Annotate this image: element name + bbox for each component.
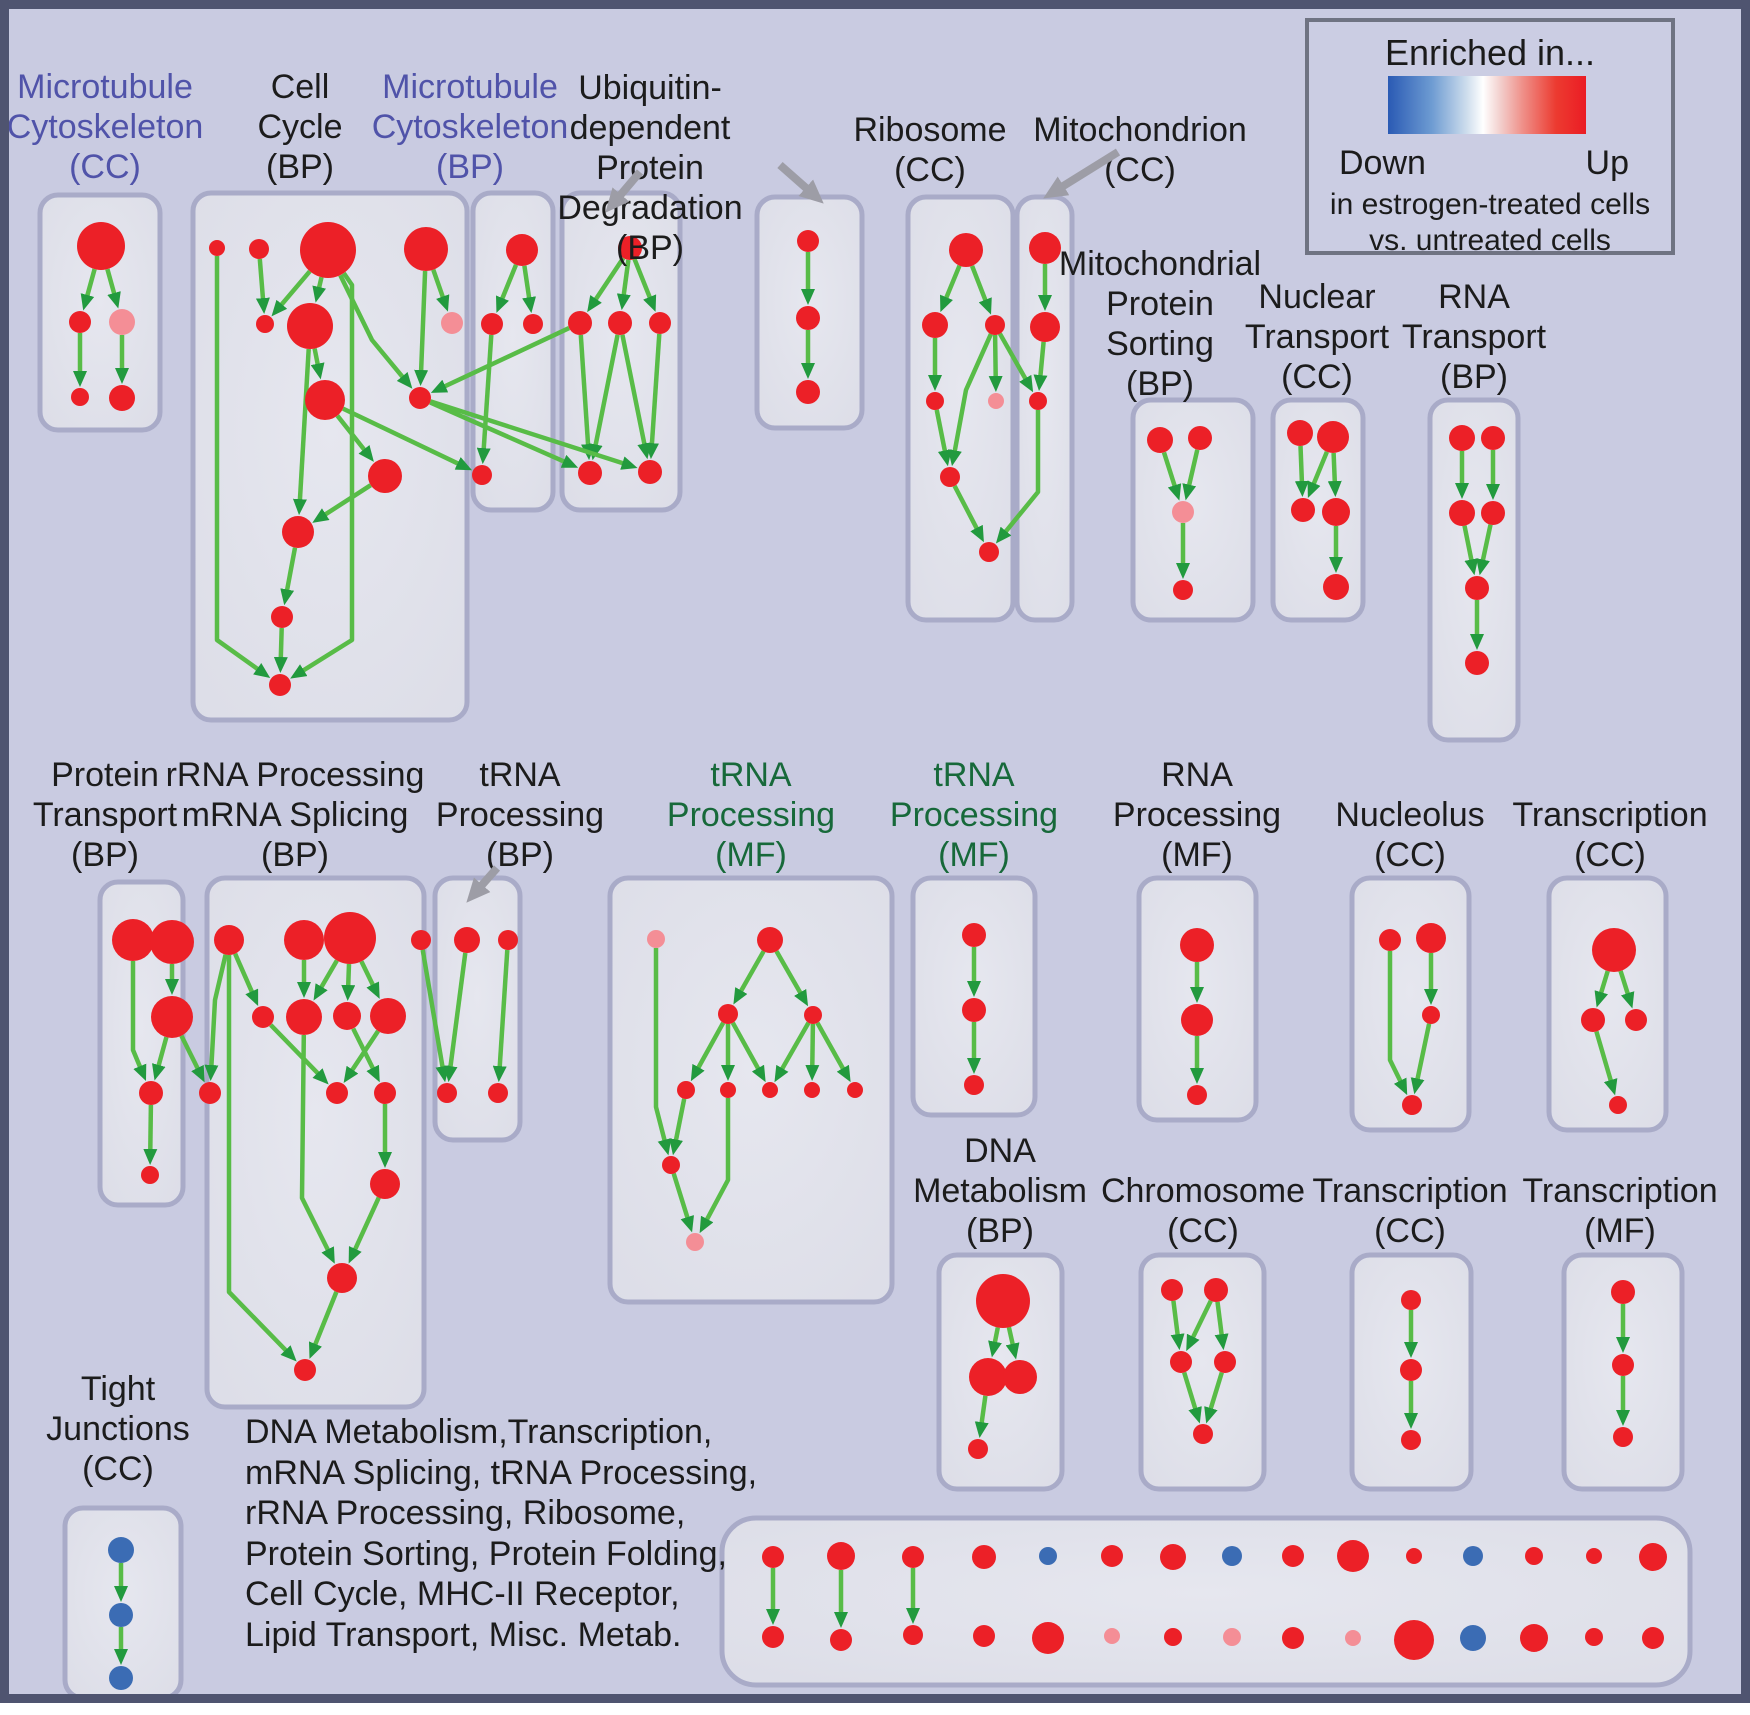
graph-node-misc-categories [1586,1548,1602,1564]
graph-node-microtubule-cytoskeleton-cc [77,222,125,270]
cluster-label-tight-junctions-cc: Junctions [46,1410,190,1448]
graph-node-transcription-cc-row2 [1625,1009,1647,1031]
cluster-box-rna-processing-mf [1139,878,1256,1120]
cluster-box-rna-transport-bp [1430,400,1518,740]
graph-node-misc-categories [830,1629,852,1651]
graph-node-microtubule-cytoskeleton-cc [71,388,89,406]
legend-up-label: Up [1585,144,1629,182]
cluster-label-microtubule-cytoskeleton-bp: Cytoskeleton [371,108,569,146]
cluster-label-dna-metabolism-bp: Metabolism [913,1172,1087,1210]
graph-node-microtubule-cytoskeleton-bp [472,465,492,485]
graph-node-misc-categories [1223,1628,1241,1646]
legend-down-label: Down [1339,144,1426,182]
legend-title: Enriched in... [1384,32,1596,73]
graph-node-misc-categories [762,1626,784,1648]
cluster-label-transcription-cc-row2: (CC) [1574,836,1646,874]
graph-node-rrna-processing-mrna-splicing-bp [214,925,244,955]
graph-edge [281,628,282,658]
graph-node-misc-categories [903,1625,923,1645]
graph-node-cell-cycle [282,516,314,548]
graph-node-cell-cycle [368,459,402,493]
cluster-label-protein-transport-bp: Transport [32,796,178,834]
cluster-label-rna-processing-mf: RNA [1161,756,1233,794]
graph-node-nucleolus-cc [1402,1095,1422,1115]
graph-node-microtubule-cytoskeleton-cc [69,311,91,333]
cluster-label-trna-processing-mf-small: tRNA [933,756,1015,794]
cluster-label-nucleolus-cc: (CC) [1374,836,1446,874]
graph-node-trna-processing-mf-large [804,1006,822,1024]
graph-node-dna-metabolism-bp [969,1358,1007,1396]
graph-edge [1040,342,1043,376]
graph-node-mitochondrial-protein-sorting-bp [1147,427,1173,453]
graph-node-nucleolus-cc [1379,929,1401,951]
cluster-label-trna-processing-mf-small: (MF) [938,836,1010,874]
graph-node-misc-categories [1337,1540,1369,1572]
cluster-label-mitochondrial-protein-sorting-bp: (BP) [1126,365,1194,403]
graph-node-trna-processing-mf-large [647,930,665,948]
graph-edge [150,1105,151,1150]
graph-node-transcription-cc-row2 [1581,1008,1605,1032]
graph-node-rna-transport-bp [1481,426,1505,450]
graph-node-misc-categories [1222,1546,1242,1566]
graph-node-rrna-processing-mrna-splicing-bp [294,1359,316,1381]
graph-node-trna-processing-bp [454,927,480,953]
graph-node-cell-cycle [209,240,225,256]
graph-node-misc-categories [1039,1547,1057,1565]
graph-node-rna-transport-bp [1465,576,1489,600]
graph-node-trna-processing-mf-small [962,923,986,947]
cluster-label-ubiquitin-dependent-protein-degradation-bp: dependent [569,109,731,147]
cluster-label-chromosome-cc: Chromosome [1100,1172,1306,1210]
graph-node-ubiquitin-degradation-box-b [797,230,819,252]
legend-box [1305,18,1675,255]
graph-node-nuclear-transport-cc [1323,574,1349,600]
note-line: DNA Metabolism,Transcription, [245,1413,713,1451]
note-line: mRNA Splicing, tRNA Processing, [245,1453,758,1492]
graph-node-ribosome-cc [985,315,1005,335]
cluster-label-trna-processing-bp: Processing [435,796,605,834]
graph-node-rrna-processing-mrna-splicing-bp [333,1002,361,1030]
graph-edge [1301,446,1302,482]
cluster-box-rrna-processing-mrna-splicing-bp [207,878,424,1407]
graph-node-ubiquitin-degradation-box-a [608,311,632,335]
cluster-label-trna-processing-bp: tRNA [479,756,561,794]
cluster-label-nuclear-transport-cc: Transport [1244,318,1390,356]
graph-node-chromosome-cc [1170,1351,1192,1373]
graph-node-trna-processing-mf-large [718,1004,738,1024]
cluster-label-microtubule-cytoskeleton-bp: (BP) [436,148,504,186]
cluster-label-dna-metabolism-bp: (BP) [966,1212,1034,1250]
graph-node-rrna-processing-mrna-splicing-bp [286,999,322,1035]
cluster-label-tight-junctions-cc: (CC) [82,1450,154,1488]
graph-edge [812,1024,813,1066]
graph-node-rrna-processing-mrna-splicing-bp [324,912,376,964]
graph-node-mitochondrial-protein-sorting-bp [1188,426,1212,450]
graph-node-misc-categories [902,1546,924,1568]
graph-node-misc-categories [1394,1620,1434,1660]
graph-node-cell-cycle [305,380,345,420]
note-line: Cell Cycle, MHC-II Receptor, [245,1575,680,1613]
graph-node-ribosome-cc [979,542,999,562]
cluster-label-mitochondrion-cc: (CC) [1104,151,1176,189]
graph-node-trna-processing-mf-large [804,1082,820,1098]
graph-node-transcription-cc-row2 [1609,1096,1627,1114]
legend-color-gradient-bar [1388,76,1586,134]
cluster-label-transcription-mf: Transcription [1522,1172,1718,1210]
graph-node-misc-categories [1032,1622,1064,1654]
graph-edge [315,349,318,365]
graph-node-misc-categories [1104,1628,1120,1644]
graph-node-cell-cycle [249,239,269,259]
graph-node-rna-transport-bp [1449,500,1475,526]
graph-node-microtubule-cytoskeleton-bp [481,313,503,335]
graph-node-rna-transport-bp [1465,651,1489,675]
cluster-label-cell-cycle: Cell [270,68,330,106]
cluster-label-trna-processing-mf-large: (MF) [715,836,787,874]
graph-node-tight-junctions-cc [109,1603,133,1627]
graph-node-mitochondrion-cc [1030,312,1060,342]
cluster-label-microtubule-cytoskeleton-bp: Microtubule [382,68,558,106]
cluster-label-transcription-cc-row3: Transcription [1312,1172,1508,1210]
graph-node-transcription-cc-row3 [1401,1290,1421,1310]
cluster-box-transcription-cc-row2 [1549,878,1666,1130]
graph-node-rrna-processing-mrna-splicing-bp [411,930,431,950]
graph-node-trna-processing-mf-small [962,998,986,1022]
cluster-label-trna-processing-mf-large: Processing [666,796,836,834]
graph-node-cell-cycle [256,315,274,333]
cluster-label-rna-transport-bp: RNA [1438,278,1510,316]
graph-node-ubiquitin-degradation-box-a [578,461,602,485]
cluster-label-transcription-cc-row3: (CC) [1374,1212,1446,1250]
graph-node-transcription-mf [1613,1427,1633,1447]
cluster-label-ubiquitin-dependent-protein-degradation-bp: Protein [596,149,704,187]
graph-node-misc-categories [1345,1630,1361,1646]
graph-node-trna-processing-bp [498,930,518,950]
graph-node-misc-categories [973,1625,995,1647]
cluster-label-rna-transport-bp: (BP) [1440,358,1508,396]
graph-node-cell-cycle [300,222,356,278]
graph-node-transcription-cc-row3 [1400,1359,1422,1381]
cluster-label-rna-transport-bp: Transport [1401,318,1547,356]
cluster-label-cell-cycle: Cycle [257,108,343,146]
graph-node-microtubule-cytoskeleton-cc [109,385,135,411]
graph-node-misc-categories [972,1545,996,1569]
cluster-label-mitochondrial-protein-sorting-bp: Protein [1106,285,1214,323]
graph-node-trna-processing-bp [488,1083,508,1103]
cluster-label-transcription-cc-row2: Transcription [1512,796,1708,834]
graph-node-misc-categories [1460,1625,1486,1651]
graph-node-mitochondrion-cc [1029,232,1061,264]
graph-edge [348,964,349,986]
graph-edge [995,335,996,377]
graph-node-trna-processing-mf-large [757,927,783,953]
graph-node-cell-cycle [409,387,431,409]
graph-node-nucleolus-cc [1422,1006,1440,1024]
graph-node-microtubule-cytoskeleton-cc [109,309,135,335]
legend-subtitle-line2: vs. untreated cells [1369,224,1611,257]
graph-node-transcription-cc-row3 [1401,1430,1421,1450]
graph-node-ribosome-cc [922,312,948,338]
graph-edge [260,259,263,299]
graph-node-misc-categories [1525,1547,1543,1565]
graph-node-transcription-mf [1612,1354,1634,1376]
graph-node-misc-categories [1164,1628,1182,1646]
graph-node-nuclear-transport-cc [1287,420,1313,446]
graph-node-rrna-processing-mrna-splicing-bp [199,1082,221,1104]
legend-subtitle-line1: in estrogen-treated cells [1329,188,1651,221]
cluster-box-misc-categories [722,1518,1690,1685]
cluster-label-microtubule-cytoskeleton-cc: Microtubule [17,68,193,106]
cluster-label-rrna-processing-mrna-splicing-bp: rRNA Processing [165,756,425,794]
graph-node-misc-categories [1160,1544,1186,1570]
graph-node-protein-transport-bp [139,1081,163,1105]
cluster-label-microtubule-cytoskeleton-cc: Cytoskeleton [6,108,204,146]
graph-node-rna-processing-mf [1181,1004,1213,1036]
graph-node-misc-categories [1406,1548,1422,1564]
graph-node-rrna-processing-mrna-splicing-bp [370,998,406,1034]
graph-node-tight-junctions-cc [109,1666,133,1690]
cluster-label-nucleolus-cc: Nucleolus [1335,796,1485,834]
graph-edge [319,277,322,288]
note-line: Protein Sorting, Protein Folding, [245,1534,727,1573]
cluster-label-protein-transport-bp: (BP) [71,836,139,874]
graph-edge [995,1328,998,1343]
cluster-label-trna-processing-bp: (BP) [486,836,554,874]
graph-node-misc-categories [827,1542,855,1570]
graph-node-mitochondrial-protein-sorting-bp [1172,501,1194,523]
cluster-label-tight-junctions-cc: Tight [80,1370,156,1408]
cluster-label-transcription-mf: (MF) [1584,1212,1656,1250]
graph-node-rrna-processing-mrna-splicing-bp [252,1006,274,1028]
graph-node-trna-processing-mf-large [677,1081,695,1099]
graph-node-rna-processing-mf [1180,928,1214,962]
misc-categories-note [245,1412,757,1655]
graph-node-cell-cycle [441,312,463,334]
graph-node-rrna-processing-mrna-splicing-bp [374,1082,396,1104]
graph-edge [1334,453,1335,482]
graph-node-cell-cycle [404,227,448,271]
graph-node-trna-processing-mf-large [686,1233,704,1251]
graph-node-transcription-cc-row2 [1592,928,1636,972]
graph-node-trna-processing-mf-large [847,1082,863,1098]
cluster-label-microtubule-cytoskeleton-cc: (CC) [69,148,141,186]
graph-node-rna-processing-mf [1187,1085,1207,1105]
graph-node-mitochondrial-protein-sorting-bp [1173,580,1193,600]
cluster-label-nuclear-transport-cc: Nuclear [1258,278,1376,316]
graph-node-dna-metabolism-bp [1003,1360,1037,1394]
cluster-label-trna-processing-mf-large: tRNA [710,756,792,794]
cluster-label-ribosome-cc: Ribosome [853,111,1007,149]
cluster-box-nucleolus-cc [1352,878,1469,1130]
graph-node-chromosome-cc [1204,1278,1228,1302]
graph-node-nuclear-transport-cc [1317,421,1349,453]
graph-node-dna-metabolism-bp [968,1439,988,1459]
cluster-label-ubiquitin-dependent-protein-degradation-bp: Ubiquitin- [578,69,722,107]
cluster-label-rna-processing-mf: (MF) [1161,836,1233,874]
graph-node-trna-processing-mf-small [964,1075,984,1095]
graph-node-misc-categories [1282,1627,1304,1649]
cluster-label-ubiquitin-dependent-protein-degradation-bp: Degradation [557,189,743,227]
graph-node-ribosome-cc [988,393,1004,409]
graph-node-nuclear-transport-cc [1291,498,1315,522]
graph-node-ribosome-cc [926,392,944,410]
graph-node-trna-processing-mf-large [662,1156,680,1174]
graph-node-ribosome-cc [949,233,983,267]
graph-node-trna-processing-bp [437,1083,457,1103]
graph-node-protein-transport-bp [141,1166,159,1184]
cluster-label-rrna-processing-mrna-splicing-bp: (BP) [261,836,329,874]
cluster-box-chromosome-cc [1141,1255,1264,1489]
cluster-label-trna-processing-mf-small: Processing [889,796,1059,834]
graph-node-rna-transport-bp [1449,425,1475,451]
graph-node-chromosome-cc [1161,1279,1183,1301]
graph-node-misc-categories [1282,1545,1304,1567]
graph-node-trna-processing-mf-large [720,1082,736,1098]
graph-node-protein-transport-bp [112,919,154,961]
graph-node-rrna-processing-mrna-splicing-bp [284,920,324,960]
graph-node-rrna-processing-mrna-splicing-bp [326,1082,348,1104]
graph-node-rrna-processing-mrna-splicing-bp [327,1263,357,1293]
cluster-label-ribosome-cc: (CC) [894,151,966,189]
note-line: Lipid Transport, Misc. Metab. [245,1615,682,1654]
cluster-label-rrna-processing-mrna-splicing-bp: mRNA Splicing [181,796,409,834]
graph-node-trna-processing-mf-large [762,1082,778,1098]
graph-node-protein-transport-bp [150,920,194,964]
graph-node-ribosome-cc [940,467,960,487]
cluster-label-mitochondrion-cc: Mitochondrion [1033,111,1247,149]
graph-node-mitochondrion-cc [1029,392,1047,410]
graph-node-misc-categories [762,1546,784,1568]
graph-node-chromosome-cc [1193,1424,1213,1444]
cluster-label-mitochondrial-protein-sorting-bp: Sorting [1106,325,1214,363]
cluster-label-protein-transport-bp: Protein [51,756,159,794]
graph-node-rna-transport-bp [1481,501,1505,525]
graph-node-ubiquitin-degradation-box-b [796,306,820,330]
graph-node-misc-categories [1520,1624,1548,1652]
graph-node-microtubule-cytoskeleton-bp [523,314,543,334]
cluster-label-mitochondrial-protein-sorting-bp: Mitochondrial [1058,245,1262,283]
cluster-label-ubiquitin-dependent-protein-degradation-bp: (BP) [616,229,684,267]
cluster-label-nuclear-transport-cc: (CC) [1281,358,1353,396]
graph-node-tight-junctions-cc [108,1537,134,1563]
graph-node-misc-categories [1639,1543,1667,1571]
graph-node-ubiquitin-degradation-box-a [638,460,662,484]
graph-node-misc-categories [1585,1628,1603,1646]
cluster-label-rna-processing-mf: Processing [1112,796,1282,834]
graph-node-ubiquitin-degradation-box-a [568,311,592,335]
graph-node-nuclear-transport-cc [1322,498,1350,526]
graph-node-ubiquitin-degradation-box-a [649,312,671,334]
graph-node-misc-categories [1642,1627,1664,1649]
cluster-label-chromosome-cc: (CC) [1167,1212,1239,1250]
graph-node-dna-metabolism-bp [976,1274,1030,1328]
graph-node-misc-categories [1101,1545,1123,1567]
graph-node-cell-cycle [271,606,293,628]
graph-node-nucleolus-cc [1416,923,1446,953]
cluster-label-cell-cycle: (BP) [266,148,334,186]
graph-node-misc-categories [1463,1546,1483,1566]
graph-node-cell-cycle [287,303,333,349]
graph-node-microtubule-cytoskeleton-bp [506,234,538,266]
graph-node-protein-transport-bp [151,996,193,1038]
note-line: rRNA Processing, Ribosome, [245,1494,686,1532]
graph-node-chromosome-cc [1214,1351,1236,1373]
graph-node-transcription-mf [1611,1280,1635,1304]
graph-node-rrna-processing-mrna-splicing-bp [370,1169,400,1199]
cluster-label-dna-metabolism-bp: DNA [964,1132,1036,1170]
graph-node-cell-cycle [269,674,291,696]
graph-node-ubiquitin-degradation-box-b [796,380,820,404]
